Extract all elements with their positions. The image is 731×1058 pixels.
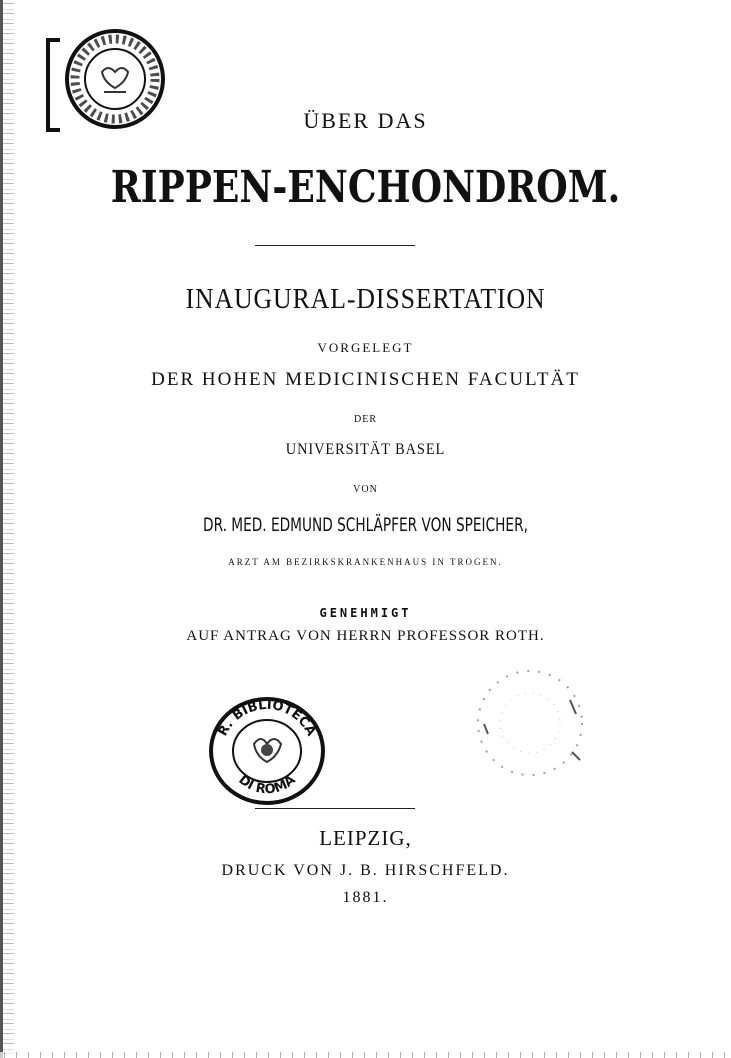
of-label: DER — [354, 414, 377, 425]
approved-label: GENEHMIGT — [319, 606, 412, 620]
scan-edge-bottom — [0, 1052, 731, 1058]
divider-top — [255, 245, 415, 246]
university-name: UNIVERSITÄT BASEL — [285, 441, 446, 458]
approved-by: AUF ANTRAG VON HERRN PROFESSOR ROTH. — [186, 628, 545, 644]
heading-ueber-das: ÜBER DAS — [303, 108, 428, 133]
library-stamp-icon — [204, 694, 330, 808]
author-name: DR. MED. EDMUND SCHLÄPFER VON SPEICHER, — [203, 514, 528, 536]
svg-text:R. BIBLIOTECA — [215, 698, 318, 739]
svg-text:DI ROMA — [235, 773, 298, 798]
author-role: ARZT AM BEZIRKSKRANKENHAUS IN TROGEN. — [228, 557, 503, 567]
divider-bottom — [255, 808, 415, 809]
faculty-name: DER HOHEN MEDICINISCHEN FACULTÄT — [151, 369, 580, 390]
stamp-text-top: R. BIBLIOTECA — [215, 697, 319, 739]
faded-stamp-icon — [470, 664, 590, 782]
publication-year: 1881. — [342, 889, 389, 906]
page-title: RIPPEN-ENCHONDROM. — [110, 162, 621, 213]
by-label: VON — [353, 484, 378, 495]
printer-line: DRUCK VON J. B. HIRSCHFELD. — [221, 862, 510, 879]
publication-place: LEIPZIG, — [319, 826, 412, 850]
stamp-text-bottom: DI ROMA — [235, 772, 299, 798]
presented-label: VORGELEGT — [317, 340, 414, 355]
dissertation-label: INAUGURAL-DISSERTATION — [185, 284, 546, 315]
